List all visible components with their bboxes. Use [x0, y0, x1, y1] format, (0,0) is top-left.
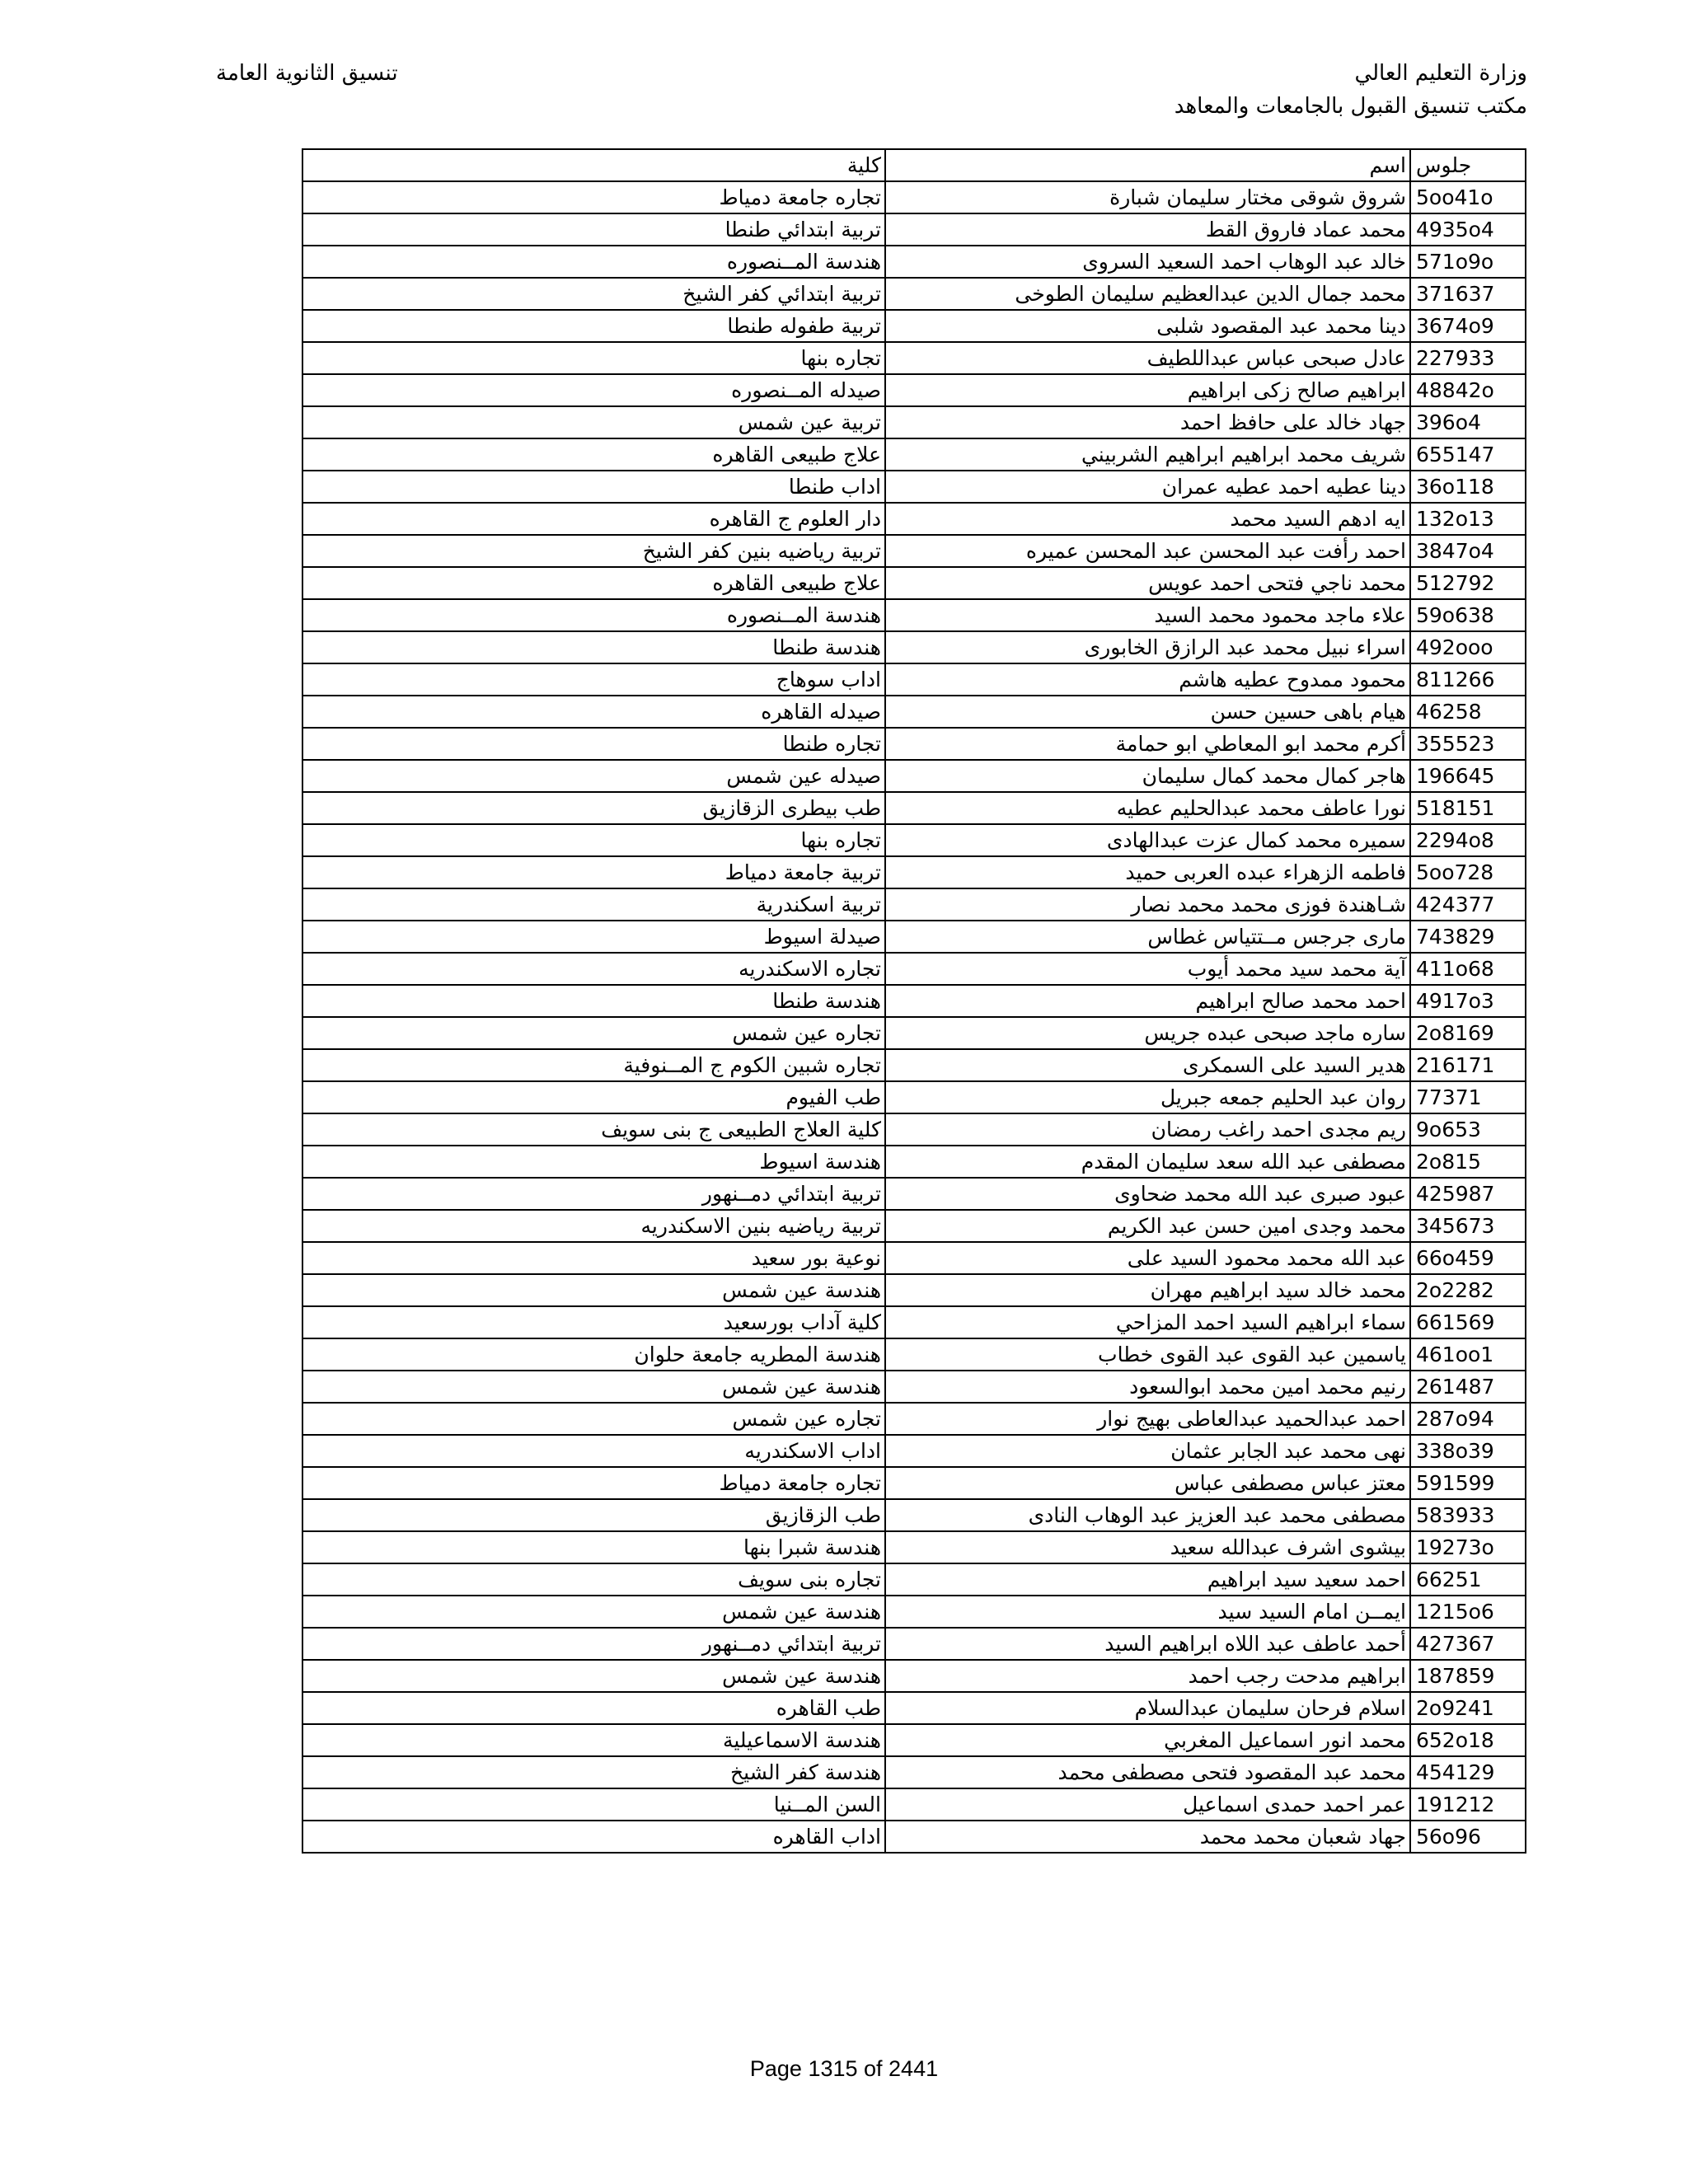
- table-row: [302, 438, 1526, 471]
- table-row: [302, 1499, 1526, 1531]
- table-row: [302, 310, 1526, 342]
- college-cell: نوعية بور سعيد: [302, 1242, 885, 1274]
- college-cell: تربية ابتدائي دمــنهور: [302, 1628, 885, 1660]
- table-row: [302, 824, 1526, 856]
- table-row: [302, 888, 1526, 921]
- seat-number-cell: 2o815: [1410, 1146, 1526, 1178]
- student-name-cell: مارى جرجس مــتتياس غطاس: [885, 921, 1410, 953]
- table-row: [302, 921, 1526, 953]
- student-name-cell: أحمد عاطف عبد اللاه ابراهيم السيد: [885, 1628, 1410, 1660]
- college-cell: هندسة المــنصوره: [302, 246, 885, 278]
- student-name-cell: محمود ممدوح عطيه هاشم: [885, 663, 1410, 696]
- college-cell: طب الفيوم: [302, 1081, 885, 1113]
- college-cell: هندسة الاسماعيلية: [302, 1724, 885, 1756]
- college-cell: اداب القاهره: [302, 1821, 885, 1853]
- seat-number-cell: 492ooo: [1410, 631, 1526, 663]
- student-name-cell: علاء ماجد محمود محمد السيد: [885, 599, 1410, 631]
- table-row: [302, 1596, 1526, 1628]
- table-row: [302, 471, 1526, 503]
- college-cell: صيدله عين شمس: [302, 760, 885, 792]
- seat-number-cell: 132o13: [1410, 503, 1526, 535]
- college-cell: تربية طفوله طنطا: [302, 310, 885, 342]
- college-cell: هندسة عين شمس: [302, 1660, 885, 1692]
- seat-number-cell: 216171: [1410, 1049, 1526, 1081]
- student-name-cell: جهاد شعبان محمد محمد: [885, 1821, 1410, 1853]
- student-name-cell: محمد جمال الدين عبدالعظيم سليمان الطوخى: [885, 278, 1410, 310]
- table-row: [302, 1338, 1526, 1371]
- table-row: [302, 1788, 1526, 1821]
- college-cell: تربية رياضيه بنين كفر الشيخ: [302, 535, 885, 567]
- student-name-cell: خالد عبد الوهاب احمد السعيد السروى: [885, 246, 1410, 278]
- student-name-cell: عادل صبحى عباس عبداللطيف: [885, 342, 1410, 374]
- table-row: [302, 1274, 1526, 1306]
- seat-number-cell: 3674o9: [1410, 310, 1526, 342]
- college-cell: تربية ابتدائي طنطا: [302, 213, 885, 246]
- table-row: [302, 696, 1526, 728]
- student-name-cell: احمد سعيد سيد ابراهيم: [885, 1563, 1410, 1596]
- seat-number-cell: 19273o: [1410, 1531, 1526, 1563]
- college-cell: تربية رياضيه بنين الاسكندريه: [302, 1210, 885, 1242]
- student-name-cell: جهاد خالد على حافظ احمد: [885, 406, 1410, 438]
- table-row: [302, 1306, 1526, 1338]
- college-cell: طب الزقازيق: [302, 1499, 885, 1531]
- table-row: [302, 535, 1526, 567]
- table-row: [302, 406, 1526, 438]
- admissions-table: [302, 148, 1526, 1854]
- college-cell: طب القاهره: [302, 1692, 885, 1724]
- seat-number-cell: 338o39: [1410, 1435, 1526, 1467]
- seat-number-cell: 2o9241: [1410, 1692, 1526, 1724]
- student-name-cell: عمر احمد حمدى اسماعيل: [885, 1788, 1410, 1821]
- student-name-cell: محمد خالد سيد ابراهيم مهران: [885, 1274, 1410, 1306]
- student-name-cell: ريم مجدى احمد راغب رمضان: [885, 1113, 1410, 1146]
- seat-number-cell: 2o8169: [1410, 1017, 1526, 1049]
- office-title: مكتب تنسيق القبول بالجامعات والمعاهد: [1174, 94, 1527, 119]
- seat-number-cell: 66251: [1410, 1563, 1526, 1596]
- table-row: [302, 246, 1526, 278]
- table-row: [302, 631, 1526, 663]
- college-cell: هندسة طنطا: [302, 985, 885, 1017]
- seat-number-cell: 652o18: [1410, 1724, 1526, 1756]
- student-name-cell: ايه ادهم السيد محمد: [885, 503, 1410, 535]
- table-row: [302, 1210, 1526, 1242]
- seat-number-cell: 59o638: [1410, 599, 1526, 631]
- student-name-cell: سميره محمد كمال عزت عبدالهادى: [885, 824, 1410, 856]
- student-name-cell: ايمــن امام السيد سيد: [885, 1596, 1410, 1628]
- student-name-cell: هيام باهى حسين حسن: [885, 696, 1410, 728]
- student-name-cell: ساره ماجد صبحى عبده جريس: [885, 1017, 1410, 1049]
- table-row: [302, 1692, 1526, 1724]
- table-row: [302, 374, 1526, 406]
- ministry-title: وزارة التعليم العالي: [1354, 61, 1527, 86]
- college-cell: تجاره بنى سويف: [302, 1563, 885, 1596]
- seat-number-cell: 3847o4: [1410, 535, 1526, 567]
- college-cell: هندسة المطريه جامعة حلوان: [302, 1338, 885, 1371]
- table-row: [302, 342, 1526, 374]
- seat-number-cell: 36o118: [1410, 471, 1526, 503]
- table-row: [302, 792, 1526, 824]
- table-row: [302, 1821, 1526, 1853]
- college-cell: هندسة اسيوط: [302, 1146, 885, 1178]
- table-row: [302, 1371, 1526, 1403]
- college-cell: هندسة عين شمس: [302, 1596, 885, 1628]
- student-name-cell: عبود صبرى عبد الله محمد ضحاوى: [885, 1178, 1410, 1210]
- college-cell: صيدلة اسيوط: [302, 921, 885, 953]
- college-cell: تربية ابتدائي دمــنهور: [302, 1178, 885, 1210]
- college-cell: صيدله القاهره: [302, 696, 885, 728]
- seat-number-cell: 591599: [1410, 1467, 1526, 1499]
- student-name-cell: بيشوى اشرف عبدالله سعيد: [885, 1531, 1410, 1563]
- table-row: [302, 663, 1526, 696]
- table-row: [302, 1049, 1526, 1081]
- college-cell: تربية عين شمس: [302, 406, 885, 438]
- table-row: [302, 1242, 1526, 1274]
- college-cell: تربية اسكندرية: [302, 888, 885, 921]
- college-cell: كلية العلاج الطبيعى ج بنى سويف: [302, 1113, 885, 1146]
- student-name-cell: سماء ابراهيم السيد احمد المزاحي: [885, 1306, 1410, 1338]
- student-name-cell: محمد انور اسماعيل المغربي: [885, 1724, 1410, 1756]
- seat-number-cell: 411o68: [1410, 953, 1526, 985]
- seat-number-cell: 66o459: [1410, 1242, 1526, 1274]
- seat-number-cell: 743829: [1410, 921, 1526, 953]
- college-cell: تربية جامعة دمياط: [302, 856, 885, 888]
- column-header-name: اسم: [885, 149, 1410, 181]
- seat-number-cell: 371637: [1410, 278, 1526, 310]
- college-cell: اداب طنطا: [302, 471, 885, 503]
- seat-number-cell: 187859: [1410, 1660, 1526, 1692]
- seat-number-cell: 77371: [1410, 1081, 1526, 1113]
- table-row: [302, 1113, 1526, 1146]
- college-cell: صيدله المــنصوره: [302, 374, 885, 406]
- student-name-cell: اسلام فرحان سليمان عبدالسلام: [885, 1692, 1410, 1724]
- seat-number-cell: 518151: [1410, 792, 1526, 824]
- table-row: [302, 599, 1526, 631]
- student-name-cell: محمد عماد فاروق القط: [885, 213, 1410, 246]
- student-name-cell: دينا عطيه احمد عطيه عمران: [885, 471, 1410, 503]
- seat-number-cell: 425987: [1410, 1178, 1526, 1210]
- table-row: [302, 953, 1526, 985]
- student-name-cell: ياسمين عبد القوى عبد القوى خطاب: [885, 1338, 1410, 1371]
- seat-number-cell: 2294o8: [1410, 824, 1526, 856]
- college-cell: هندسة شبرا بنها: [302, 1531, 885, 1563]
- seat-number-cell: 261487: [1410, 1371, 1526, 1403]
- seat-number-cell: 227933: [1410, 342, 1526, 374]
- column-header-college: كلية: [302, 149, 885, 181]
- seat-number-cell: 424377: [1410, 888, 1526, 921]
- college-cell: طب بيطرى الزقازيق: [302, 792, 885, 824]
- seat-number-cell: 355523: [1410, 728, 1526, 760]
- student-name-cell: آية محمد سيد محمد أيوب: [885, 953, 1410, 985]
- college-cell: تربية ابتدائي كفر الشيخ: [302, 278, 885, 310]
- college-cell: هندسة كفر الشيخ: [302, 1756, 885, 1788]
- student-name-cell: شروق شوقى مختار سليمان شبارة: [885, 181, 1410, 213]
- table-row: [302, 1660, 1526, 1692]
- seat-number-cell: 345673: [1410, 1210, 1526, 1242]
- college-cell: تجاره شبين الكوم ج المــنوفية: [302, 1049, 885, 1081]
- student-name-cell: شـاهندة فوزى محمد محمد نصار: [885, 888, 1410, 921]
- college-cell: تجاره جامعة دمياط: [302, 1467, 885, 1499]
- table-row: [302, 1435, 1526, 1467]
- college-cell: دار العلوم ج القاهره: [302, 503, 885, 535]
- table-row: [302, 503, 1526, 535]
- student-name-cell: ابراهيم صالح زكى ابراهيم: [885, 374, 1410, 406]
- college-cell: تجاره بنها: [302, 824, 885, 856]
- table-row: [302, 1467, 1526, 1499]
- student-name-cell: أكرم محمد ابو المعاطي ابو حمامة: [885, 728, 1410, 760]
- seat-number-cell: 427367: [1410, 1628, 1526, 1660]
- table-row: [302, 213, 1526, 246]
- seat-number-cell: 48842o: [1410, 374, 1526, 406]
- college-cell: هندسة عين شمس: [302, 1274, 885, 1306]
- student-name-cell: ابراهيم مدحت رجب احمد: [885, 1660, 1410, 1692]
- college-cell: تجاره الاسكندريه: [302, 953, 885, 985]
- college-cell: هندسة عين شمس: [302, 1371, 885, 1403]
- student-name-cell: روان عبد الحليم جمعه جبريل: [885, 1081, 1410, 1113]
- seat-number-cell: 5oo41o: [1410, 181, 1526, 213]
- seat-number-cell: 655147: [1410, 438, 1526, 471]
- college-cell: هندسة طنطا: [302, 631, 885, 663]
- student-name-cell: رنيم محمد امين محمد ابوالسعود: [885, 1371, 1410, 1403]
- college-cell: اداب الاسكندريه: [302, 1435, 885, 1467]
- seat-number-cell: 454129: [1410, 1756, 1526, 1788]
- table-row: [302, 1531, 1526, 1563]
- coordination-title: تنسيق الثانوية العامة: [216, 61, 398, 86]
- table-row: [302, 1756, 1526, 1788]
- table-row: [302, 567, 1526, 599]
- college-cell: تجاره عين شمس: [302, 1403, 885, 1435]
- seat-number-cell: 661569: [1410, 1306, 1526, 1338]
- seat-number-cell: 811266: [1410, 663, 1526, 696]
- student-name-cell: هدير السيد على السمكرى: [885, 1049, 1410, 1081]
- table-row: [302, 985, 1526, 1017]
- table-row: [302, 181, 1526, 213]
- college-cell: علاج طبيعى القاهره: [302, 567, 885, 599]
- column-header-seat: جلوس: [1410, 149, 1526, 181]
- table-row: [302, 728, 1526, 760]
- student-name-cell: معتز عباس مصطفى عباس: [885, 1467, 1410, 1499]
- student-name-cell: احمد محمد صالح ابراهيم: [885, 985, 1410, 1017]
- table-header-row: [302, 149, 1526, 181]
- table-row: [302, 1628, 1526, 1660]
- table-row: [302, 1017, 1526, 1049]
- seat-number-cell: 287o94: [1410, 1403, 1526, 1435]
- college-cell: تجاره عين شمس: [302, 1017, 885, 1049]
- college-cell: علاج طبيعى القاهره: [302, 438, 885, 471]
- page-number: Page 1315 of 2441: [749, 2056, 939, 2081]
- student-name-cell: نورا عاطف محمد عبدالحليم عطيه: [885, 792, 1410, 824]
- seat-number-cell: 191212: [1410, 1788, 1526, 1821]
- college-cell: كلية آداب بورسعيد: [302, 1306, 885, 1338]
- seat-number-cell: 571o9o: [1410, 246, 1526, 278]
- seat-number-cell: 512792: [1410, 567, 1526, 599]
- student-name-cell: محمد ناجي فتحى احمد عويس: [885, 567, 1410, 599]
- student-name-cell: شريف محمد ابراهيم ابراهيم الشربيني: [885, 438, 1410, 471]
- student-name-cell: محمد عبد المقصود فتحى مصطفى محمد: [885, 1756, 1410, 1788]
- table-row: [302, 856, 1526, 888]
- seat-number-cell: 461oo1: [1410, 1338, 1526, 1371]
- seat-number-cell: 2o2282: [1410, 1274, 1526, 1306]
- seat-number-cell: 396o4: [1410, 406, 1526, 438]
- student-name-cell: فاطمه الزهراء عبده العربى حميد: [885, 856, 1410, 888]
- table-row: [302, 1724, 1526, 1756]
- seat-number-cell: 9o653: [1410, 1113, 1526, 1146]
- student-name-cell: هاجر كمال محمد كمال سليمان: [885, 760, 1410, 792]
- student-name-cell: مصطفى عبد الله سعد سليمان المقدم: [885, 1146, 1410, 1178]
- seat-number-cell: 196645: [1410, 760, 1526, 792]
- table-row: [302, 278, 1526, 310]
- seat-number-cell: 4935o4: [1410, 213, 1526, 246]
- student-name-cell: محمد وجدى امين حسن عبد الكريم: [885, 1210, 1410, 1242]
- student-name-cell: احمد عبدالحميد عبدالعاطى بهيج نوار: [885, 1403, 1410, 1435]
- table-row: [302, 1081, 1526, 1113]
- table-row: [302, 1178, 1526, 1210]
- college-cell: تجاره بنها: [302, 342, 885, 374]
- table-row: [302, 1563, 1526, 1596]
- student-name-cell: مصطفى محمد عبد العزيز عبد الوهاب النادى: [885, 1499, 1410, 1531]
- college-cell: تجاره جامعة دمياط: [302, 181, 885, 213]
- student-name-cell: نهى محمد عبد الجابر عثمان: [885, 1435, 1410, 1467]
- seat-number-cell: 4917o3: [1410, 985, 1526, 1017]
- student-name-cell: احمد رأفت عبد المحسن عبد المحسن عميره: [885, 535, 1410, 567]
- college-cell: السن المــنيا: [302, 1788, 885, 1821]
- college-cell: تجاره طنطا: [302, 728, 885, 760]
- seat-number-cell: 56o96: [1410, 1821, 1526, 1853]
- student-name-cell: دينا محمد عبد المقصود شلبى: [885, 310, 1410, 342]
- seat-number-cell: 1215o6: [1410, 1596, 1526, 1628]
- student-name-cell: اسراء نبيل محمد عبد الرازق الخابورى: [885, 631, 1410, 663]
- seat-number-cell: 583933: [1410, 1499, 1526, 1531]
- student-name-cell: عبد الله محمد محمود السيد على: [885, 1242, 1410, 1274]
- admissions-table-body: [302, 149, 1526, 1853]
- table-row: [302, 760, 1526, 792]
- table-row: [302, 1403, 1526, 1435]
- seat-number-cell: 5oo728: [1410, 856, 1526, 888]
- college-cell: اداب سوهاج: [302, 663, 885, 696]
- seat-number-cell: 46258: [1410, 696, 1526, 728]
- college-cell: هندسة المــنصوره: [302, 599, 885, 631]
- table-row: [302, 1146, 1526, 1178]
